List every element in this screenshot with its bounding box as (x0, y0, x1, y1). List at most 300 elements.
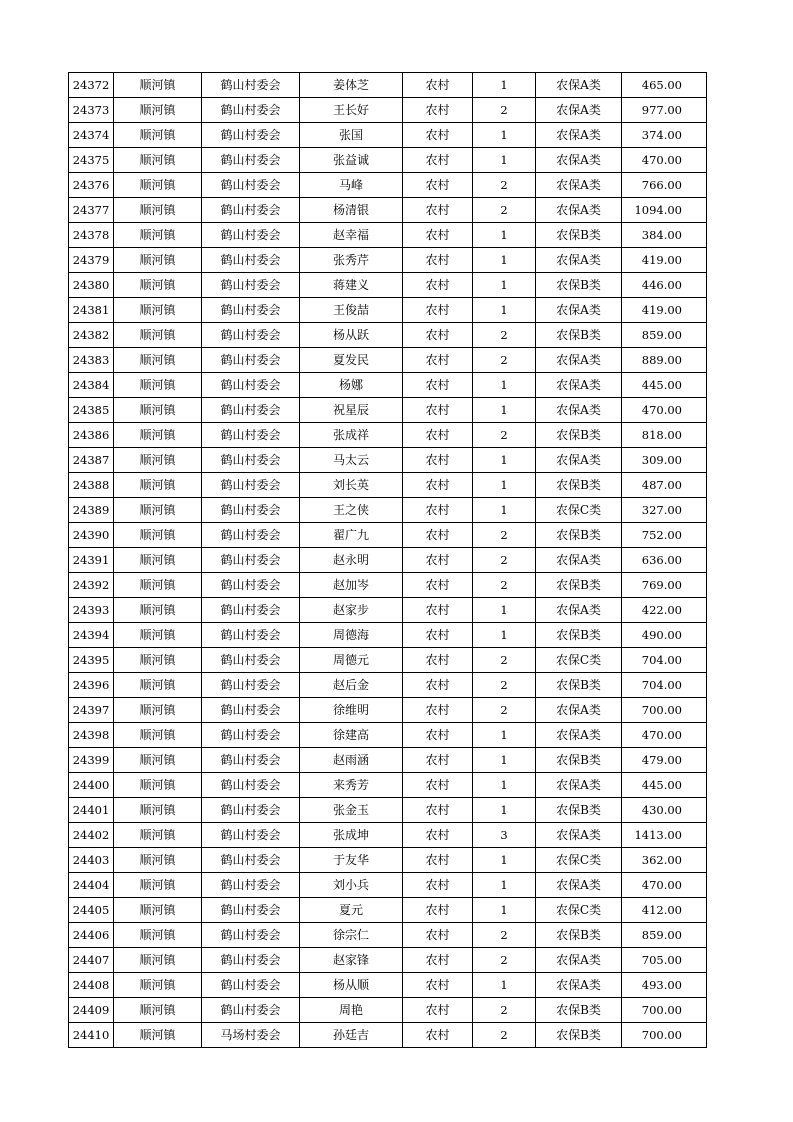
table-row (69, 298, 707, 323)
area-type-cell: 农村 (403, 123, 473, 148)
town-cell: 顺河镇 (114, 123, 202, 148)
name-cell: 周艳 (300, 998, 403, 1023)
household-count-cell: 2 (473, 323, 536, 348)
area-type-cell: 农村 (403, 848, 473, 873)
household-count-cell: 1 (473, 798, 536, 823)
household-count-cell: 1 (473, 398, 536, 423)
town-cell: 顺河镇 (114, 298, 202, 323)
amount-cell: 889.00 (622, 348, 707, 373)
row-id-cell: 24398 (69, 723, 114, 748)
row-id-cell: 24396 (69, 673, 114, 698)
household-count-cell: 2 (473, 923, 536, 948)
table-row (69, 173, 707, 198)
area-type-cell: 农村 (403, 373, 473, 398)
name-cell: 于友华 (300, 848, 403, 873)
area-type-cell: 农村 (403, 398, 473, 423)
area-type-cell: 农村 (403, 148, 473, 173)
insurance-class-cell: 农保B类 (536, 423, 622, 448)
village-committee-cell: 鹤山村委会 (202, 848, 300, 873)
name-cell: 马峰 (300, 173, 403, 198)
insurance-class-cell: 农保A类 (536, 823, 622, 848)
row-id-cell: 24405 (69, 898, 114, 923)
name-cell: 夏发民 (300, 348, 403, 373)
area-type-cell: 农村 (403, 348, 473, 373)
area-type-cell: 农村 (403, 648, 473, 673)
insurance-class-cell: 农保A类 (536, 248, 622, 273)
household-count-cell: 2 (473, 523, 536, 548)
village-committee-cell: 鹤山村委会 (202, 373, 300, 398)
area-type-cell: 农村 (403, 623, 473, 648)
insurance-class-cell: 农保B类 (536, 273, 622, 298)
town-cell: 顺河镇 (114, 998, 202, 1023)
village-committee-cell: 鹤山村委会 (202, 923, 300, 948)
table-row (69, 198, 707, 223)
row-id-cell: 24374 (69, 123, 114, 148)
insurance-class-cell: 农保C类 (536, 848, 622, 873)
name-cell: 孙廷吉 (300, 1023, 403, 1048)
row-id-cell: 24410 (69, 1023, 114, 1048)
amount-cell: 700.00 (622, 1023, 707, 1048)
amount-cell: 752.00 (622, 523, 707, 548)
town-cell: 顺河镇 (114, 173, 202, 198)
table-row (69, 548, 707, 573)
row-id-cell: 24381 (69, 298, 114, 323)
amount-cell: 374.00 (622, 123, 707, 148)
area-type-cell: 农村 (403, 173, 473, 198)
amount-cell: 490.00 (622, 623, 707, 648)
town-cell: 顺河镇 (114, 548, 202, 573)
village-committee-cell: 鹤山村委会 (202, 948, 300, 973)
town-cell: 顺河镇 (114, 898, 202, 923)
insurance-class-cell: 农保A类 (536, 123, 622, 148)
row-id-cell: 24388 (69, 473, 114, 498)
village-committee-cell: 鹤山村委会 (202, 448, 300, 473)
town-cell: 顺河镇 (114, 498, 202, 523)
village-committee-cell: 鹤山村委会 (202, 798, 300, 823)
area-type-cell: 农村 (403, 798, 473, 823)
amount-cell: 419.00 (622, 248, 707, 273)
name-cell: 徐维明 (300, 698, 403, 723)
insurance-class-cell: 农保A类 (536, 973, 622, 998)
insurance-class-cell: 农保B类 (536, 673, 622, 698)
name-cell: 张成坤 (300, 823, 403, 848)
village-committee-cell: 鹤山村委会 (202, 173, 300, 198)
insurance-class-cell: 农保B类 (536, 573, 622, 598)
village-committee-cell: 鹤山村委会 (202, 398, 300, 423)
insurance-class-cell: 农保B类 (536, 473, 622, 498)
village-committee-cell: 鹤山村委会 (202, 673, 300, 698)
town-cell: 顺河镇 (114, 873, 202, 898)
amount-cell: 859.00 (622, 323, 707, 348)
amount-cell: 977.00 (622, 98, 707, 123)
amount-cell: 470.00 (622, 723, 707, 748)
town-cell: 顺河镇 (114, 598, 202, 623)
insurance-class-cell: 农保A类 (536, 148, 622, 173)
insurance-class-cell: 农保A类 (536, 723, 622, 748)
amount-cell: 493.00 (622, 973, 707, 998)
insurance-class-cell: 农保A类 (536, 548, 622, 573)
area-type-cell: 农村 (403, 298, 473, 323)
row-id-cell: 24384 (69, 373, 114, 398)
village-committee-cell: 鹤山村委会 (202, 823, 300, 848)
household-count-cell: 1 (473, 73, 536, 98)
amount-cell: 818.00 (622, 423, 707, 448)
row-id-cell: 24395 (69, 648, 114, 673)
name-cell: 周德海 (300, 623, 403, 648)
insurance-class-cell: 农保C类 (536, 648, 622, 673)
household-count-cell: 3 (473, 823, 536, 848)
household-count-cell: 1 (473, 298, 536, 323)
name-cell: 来秀芳 (300, 773, 403, 798)
town-cell: 顺河镇 (114, 748, 202, 773)
town-cell: 顺河镇 (114, 623, 202, 648)
village-committee-cell: 鹤山村委会 (202, 198, 300, 223)
area-type-cell: 农村 (403, 548, 473, 573)
table-row (69, 323, 707, 348)
village-committee-cell: 鹤山村委会 (202, 98, 300, 123)
name-cell: 刘小兵 (300, 873, 403, 898)
village-committee-cell: 鹤山村委会 (202, 273, 300, 298)
amount-cell: 479.00 (622, 748, 707, 773)
town-cell: 顺河镇 (114, 398, 202, 423)
table-row (69, 823, 707, 848)
amount-cell: 1413.00 (622, 823, 707, 848)
name-cell: 王俊喆 (300, 298, 403, 323)
town-cell: 顺河镇 (114, 373, 202, 398)
area-type-cell: 农村 (403, 223, 473, 248)
allowance-table (68, 72, 707, 1048)
name-cell: 杨从顺 (300, 973, 403, 998)
town-cell: 顺河镇 (114, 973, 202, 998)
household-count-cell: 1 (473, 598, 536, 623)
area-type-cell: 农村 (403, 323, 473, 348)
name-cell: 张金玉 (300, 798, 403, 823)
household-count-cell: 1 (473, 448, 536, 473)
area-type-cell: 农村 (403, 198, 473, 223)
table-row (69, 623, 707, 648)
insurance-class-cell: 农保A类 (536, 298, 622, 323)
name-cell: 张益诚 (300, 148, 403, 173)
row-id-cell: 24385 (69, 398, 114, 423)
area-type-cell: 农村 (403, 748, 473, 773)
name-cell: 张国 (300, 123, 403, 148)
table-row (69, 223, 707, 248)
household-count-cell: 2 (473, 198, 536, 223)
row-id-cell: 24389 (69, 498, 114, 523)
row-id-cell: 24407 (69, 948, 114, 973)
area-type-cell: 农村 (403, 973, 473, 998)
row-id-cell: 24399 (69, 748, 114, 773)
table-row (69, 248, 707, 273)
table-row (69, 498, 707, 523)
row-id-cell: 24382 (69, 323, 114, 348)
household-count-cell: 1 (473, 223, 536, 248)
name-cell: 杨清银 (300, 198, 403, 223)
town-cell: 顺河镇 (114, 248, 202, 273)
town-cell: 顺河镇 (114, 673, 202, 698)
town-cell: 顺河镇 (114, 723, 202, 748)
row-id-cell: 24409 (69, 998, 114, 1023)
table-row (69, 798, 707, 823)
town-cell: 顺河镇 (114, 348, 202, 373)
town-cell: 顺河镇 (114, 98, 202, 123)
table-row (69, 973, 707, 998)
row-id-cell: 24397 (69, 698, 114, 723)
name-cell: 姜体芝 (300, 73, 403, 98)
village-committee-cell: 鹤山村委会 (202, 298, 300, 323)
name-cell: 周德元 (300, 648, 403, 673)
row-id-cell: 24376 (69, 173, 114, 198)
name-cell: 赵家步 (300, 598, 403, 623)
name-cell: 赵后金 (300, 673, 403, 698)
town-cell: 顺河镇 (114, 523, 202, 548)
area-type-cell: 农村 (403, 873, 473, 898)
village-committee-cell: 鹤山村委会 (202, 498, 300, 523)
insurance-class-cell: 农保B类 (536, 923, 622, 948)
household-count-cell: 1 (473, 773, 536, 798)
table-row (69, 523, 707, 548)
village-committee-cell: 鹤山村委会 (202, 148, 300, 173)
table-row (69, 698, 707, 723)
village-committee-cell: 鹤山村委会 (202, 73, 300, 98)
row-id-cell: 24403 (69, 848, 114, 873)
amount-cell: 636.00 (622, 548, 707, 573)
table-row (69, 273, 707, 298)
village-committee-cell: 鹤山村委会 (202, 873, 300, 898)
amount-cell: 446.00 (622, 273, 707, 298)
town-cell: 顺河镇 (114, 823, 202, 848)
household-count-cell: 2 (473, 348, 536, 373)
household-count-cell: 1 (473, 273, 536, 298)
town-cell: 顺河镇 (114, 148, 202, 173)
amount-cell: 704.00 (622, 648, 707, 673)
name-cell: 赵家锋 (300, 948, 403, 973)
town-cell: 顺河镇 (114, 223, 202, 248)
row-id-cell: 24383 (69, 348, 114, 373)
name-cell: 张成祥 (300, 423, 403, 448)
household-count-cell: 1 (473, 123, 536, 148)
town-cell: 顺河镇 (114, 698, 202, 723)
table-row (69, 148, 707, 173)
table-row (69, 773, 707, 798)
row-id-cell: 24393 (69, 598, 114, 623)
table-body (69, 73, 707, 1048)
household-count-cell: 2 (473, 423, 536, 448)
table-row (69, 748, 707, 773)
household-count-cell: 2 (473, 98, 536, 123)
insurance-class-cell: 农保A类 (536, 873, 622, 898)
town-cell: 顺河镇 (114, 323, 202, 348)
insurance-class-cell: 农保A类 (536, 373, 622, 398)
amount-cell: 430.00 (622, 798, 707, 823)
area-type-cell: 农村 (403, 448, 473, 473)
village-committee-cell: 鹤山村委会 (202, 623, 300, 648)
village-committee-cell: 鹤山村委会 (202, 423, 300, 448)
amount-cell: 412.00 (622, 898, 707, 923)
village-committee-cell: 鹤山村委会 (202, 123, 300, 148)
row-id-cell: 24380 (69, 273, 114, 298)
row-id-cell: 24394 (69, 623, 114, 648)
table-row (69, 73, 707, 98)
area-type-cell: 农村 (403, 923, 473, 948)
insurance-class-cell: 农保A类 (536, 598, 622, 623)
name-cell: 祝星辰 (300, 398, 403, 423)
village-committee-cell: 马场村委会 (202, 1023, 300, 1048)
insurance-class-cell: 农保A类 (536, 398, 622, 423)
amount-cell: 362.00 (622, 848, 707, 873)
name-cell: 赵幸福 (300, 223, 403, 248)
insurance-class-cell: 农保A类 (536, 198, 622, 223)
row-id-cell: 24408 (69, 973, 114, 998)
insurance-class-cell: 农保B类 (536, 998, 622, 1023)
insurance-class-cell: 农保A类 (536, 98, 622, 123)
insurance-class-cell: 农保A类 (536, 448, 622, 473)
area-type-cell: 农村 (403, 673, 473, 698)
row-id-cell: 24387 (69, 448, 114, 473)
household-count-cell: 2 (473, 1023, 536, 1048)
town-cell: 顺河镇 (114, 198, 202, 223)
name-cell: 蒋建义 (300, 273, 403, 298)
town-cell: 顺河镇 (114, 798, 202, 823)
village-committee-cell: 鹤山村委会 (202, 548, 300, 573)
household-count-cell: 2 (473, 548, 536, 573)
table-row (69, 1023, 707, 1048)
table-row (69, 598, 707, 623)
area-type-cell: 农村 (403, 1023, 473, 1048)
village-committee-cell: 鹤山村委会 (202, 648, 300, 673)
area-type-cell: 农村 (403, 998, 473, 1023)
table-row (69, 848, 707, 873)
insurance-class-cell: 农保A类 (536, 698, 622, 723)
town-cell: 顺河镇 (114, 773, 202, 798)
name-cell: 刘长英 (300, 473, 403, 498)
village-committee-cell: 鹤山村委会 (202, 573, 300, 598)
household-count-cell: 1 (473, 373, 536, 398)
insurance-class-cell: 农保B类 (536, 798, 622, 823)
area-type-cell: 农村 (403, 723, 473, 748)
village-committee-cell: 鹤山村委会 (202, 598, 300, 623)
row-id-cell: 24392 (69, 573, 114, 598)
village-committee-cell: 鹤山村委会 (202, 723, 300, 748)
area-type-cell: 农村 (403, 698, 473, 723)
insurance-class-cell: 农保A类 (536, 948, 622, 973)
row-id-cell: 24377 (69, 198, 114, 223)
table-row (69, 998, 707, 1023)
village-committee-cell: 鹤山村委会 (202, 698, 300, 723)
household-count-cell: 1 (473, 973, 536, 998)
table-row (69, 723, 707, 748)
village-committee-cell: 鹤山村委会 (202, 773, 300, 798)
area-type-cell: 农村 (403, 948, 473, 973)
town-cell: 顺河镇 (114, 648, 202, 673)
name-cell: 王之侠 (300, 498, 403, 523)
name-cell: 赵雨涵 (300, 748, 403, 773)
amount-cell: 445.00 (622, 773, 707, 798)
row-id-cell: 24378 (69, 223, 114, 248)
area-type-cell: 农村 (403, 598, 473, 623)
name-cell: 徐宗仁 (300, 923, 403, 948)
insurance-class-cell: 农保B类 (536, 323, 622, 348)
name-cell: 张秀芹 (300, 248, 403, 273)
table-row (69, 423, 707, 448)
table-row (69, 473, 707, 498)
amount-cell: 704.00 (622, 673, 707, 698)
row-id-cell: 24391 (69, 548, 114, 573)
area-type-cell: 农村 (403, 573, 473, 598)
row-id-cell: 24401 (69, 798, 114, 823)
table-row (69, 948, 707, 973)
area-type-cell: 农村 (403, 473, 473, 498)
name-cell: 杨从跃 (300, 323, 403, 348)
village-committee-cell: 鹤山村委会 (202, 523, 300, 548)
row-id-cell: 24404 (69, 873, 114, 898)
row-id-cell: 24375 (69, 148, 114, 173)
village-committee-cell: 鹤山村委会 (202, 223, 300, 248)
village-committee-cell: 鹤山村委会 (202, 748, 300, 773)
insurance-class-cell: 农保B类 (536, 523, 622, 548)
area-type-cell: 农村 (403, 823, 473, 848)
name-cell: 夏元 (300, 898, 403, 923)
area-type-cell: 农村 (403, 498, 473, 523)
household-count-cell: 1 (473, 473, 536, 498)
table-row (69, 348, 707, 373)
household-count-cell: 1 (473, 248, 536, 273)
row-id-cell: 24406 (69, 923, 114, 948)
insurance-class-cell: 农保B类 (536, 623, 622, 648)
table-row (69, 873, 707, 898)
household-count-cell: 1 (473, 873, 536, 898)
household-count-cell: 2 (473, 648, 536, 673)
town-cell: 顺河镇 (114, 423, 202, 448)
town-cell: 顺河镇 (114, 923, 202, 948)
name-cell: 杨娜 (300, 373, 403, 398)
area-type-cell: 农村 (403, 273, 473, 298)
village-committee-cell: 鹤山村委会 (202, 348, 300, 373)
village-committee-cell: 鹤山村委会 (202, 973, 300, 998)
table-row (69, 448, 707, 473)
household-count-cell: 1 (473, 148, 536, 173)
area-type-cell: 农村 (403, 423, 473, 448)
amount-cell: 419.00 (622, 298, 707, 323)
village-committee-cell: 鹤山村委会 (202, 248, 300, 273)
table-row (69, 123, 707, 148)
insurance-class-cell: 农保B类 (536, 748, 622, 773)
area-type-cell: 农村 (403, 523, 473, 548)
row-id-cell: 24402 (69, 823, 114, 848)
table-row (69, 923, 707, 948)
table-row (69, 898, 707, 923)
table-row (69, 573, 707, 598)
town-cell: 顺河镇 (114, 1023, 202, 1048)
amount-cell: 422.00 (622, 598, 707, 623)
village-committee-cell: 鹤山村委会 (202, 998, 300, 1023)
household-count-cell: 2 (473, 573, 536, 598)
town-cell: 顺河镇 (114, 573, 202, 598)
village-committee-cell: 鹤山村委会 (202, 898, 300, 923)
household-count-cell: 2 (473, 673, 536, 698)
town-cell: 顺河镇 (114, 948, 202, 973)
amount-cell: 700.00 (622, 998, 707, 1023)
name-cell: 徐建高 (300, 723, 403, 748)
insurance-class-cell: 农保A类 (536, 348, 622, 373)
amount-cell: 487.00 (622, 473, 707, 498)
name-cell: 赵加岑 (300, 573, 403, 598)
amount-cell: 766.00 (622, 173, 707, 198)
household-count-cell: 1 (473, 898, 536, 923)
amount-cell: 465.00 (622, 73, 707, 98)
insurance-class-cell: 农保A类 (536, 173, 622, 198)
village-committee-cell: 鹤山村委会 (202, 473, 300, 498)
